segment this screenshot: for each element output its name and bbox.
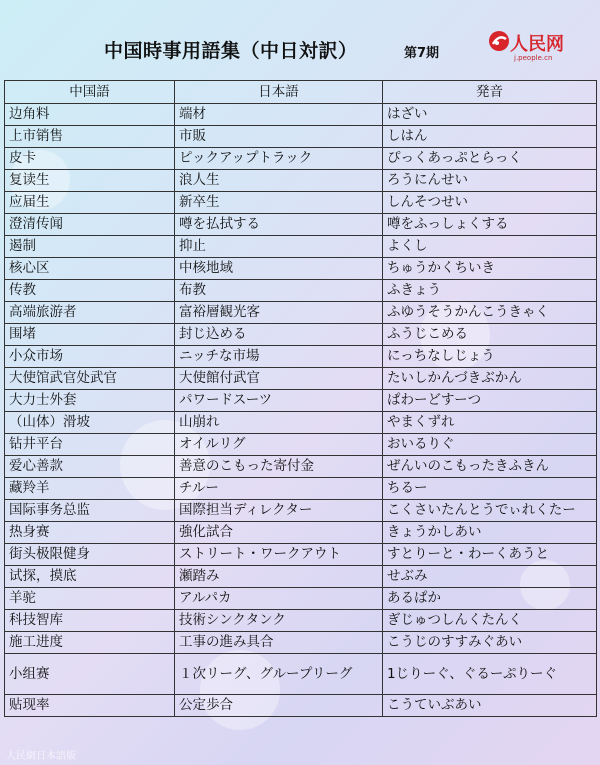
japanese-term: アルパカ — [175, 588, 383, 610]
japanese-term: ニッチな市場 — [175, 346, 383, 368]
column-header-pronunciation: 発音 — [383, 81, 597, 104]
chinese-term: 围堵 — [5, 324, 175, 346]
table-row — [5, 522, 597, 544]
chinese-term: 施工进度 — [5, 632, 175, 654]
pronunciation: あるぱか — [383, 588, 597, 610]
pronunciation: こうじのすすみぐあい — [383, 632, 597, 654]
pronunciation: きょうかしあい — [383, 522, 597, 544]
chinese-term: 钻井平台 — [5, 434, 175, 456]
japanese-term: 善意のこもった寄付金 — [175, 456, 383, 478]
pronunciation: ぱわーどすーつ — [383, 390, 597, 412]
table-row — [5, 588, 597, 610]
pronunciation: やまくずれ — [383, 412, 597, 434]
pronunciation: 1じりーぐ、ぐるーぷりーぐ — [383, 654, 597, 695]
pronunciation: はざい — [383, 104, 597, 126]
people-daily-logo — [488, 28, 588, 68]
japanese-term: 富裕層観光客 — [175, 302, 383, 324]
chinese-term: 复读生 — [5, 170, 175, 192]
pronunciation: こくさいたんとうでぃれくたー — [383, 500, 597, 522]
japanese-term: 噂を払拭する — [175, 214, 383, 236]
table-row — [5, 456, 597, 478]
pronunciation: 噂をふっしょくする — [383, 214, 597, 236]
pronunciation: こうていぶあい — [383, 695, 597, 717]
pronunciation: にっちなしじょう — [383, 346, 597, 368]
japanese-term: チルー — [175, 478, 383, 500]
pronunciation: ぎじゅつしんくたんく — [383, 610, 597, 632]
chinese-term: 爱心善款 — [5, 456, 175, 478]
table-row — [5, 610, 597, 632]
japanese-term: 封じ込める — [175, 324, 383, 346]
chinese-term: 传教 — [5, 280, 175, 302]
japanese-term: 山崩れ — [175, 412, 383, 434]
watermark: 人民網日本語版 — [6, 751, 76, 762]
pronunciation: ちるー — [383, 478, 597, 500]
japanese-term: ピックアップトラック — [175, 148, 383, 170]
table-row — [5, 346, 597, 368]
chinese-term: 皮卡 — [5, 148, 175, 170]
japanese-term: ストリート・ワークアウト — [175, 544, 383, 566]
chinese-term: 热身赛 — [5, 522, 175, 544]
chinese-term: 澄清传闻 — [5, 214, 175, 236]
issue-number: 第7期 — [404, 46, 440, 61]
chinese-term: 小组赛 — [5, 654, 175, 695]
japanese-term: １次リーグ、グループリーグ — [175, 654, 383, 695]
table-row — [5, 412, 597, 434]
chinese-term: 核心区 — [5, 258, 175, 280]
table-row — [5, 544, 597, 566]
page-title: 中国時事用語集（中日対訳） — [104, 40, 358, 62]
pronunciation: ろうにんせい — [383, 170, 597, 192]
japanese-term: パワードスーツ — [175, 390, 383, 412]
chinese-term: 试探，摸底 — [5, 566, 175, 588]
japanese-term: 端材 — [175, 104, 383, 126]
table-row — [5, 368, 597, 390]
table-row — [5, 192, 597, 214]
pronunciation: ふゆうそうかんこうきゃく — [383, 302, 597, 324]
table-row — [5, 214, 597, 236]
table-row — [5, 280, 597, 302]
japanese-term: 中核地域 — [175, 258, 383, 280]
chinese-term: 小众市场 — [5, 346, 175, 368]
logo-url: j.people.cn — [514, 54, 553, 62]
table-row — [5, 236, 597, 258]
column-header-chinese: 中国語 — [5, 81, 175, 104]
chinese-term: 上市销售 — [5, 126, 175, 148]
table-row — [5, 695, 597, 717]
table-row — [5, 500, 597, 522]
pronunciation: ふうじこめる — [383, 324, 597, 346]
pronunciation: しんそつせい — [383, 192, 597, 214]
japanese-term: 公定歩合 — [175, 695, 383, 717]
chinese-term: （山体）滑坡 — [5, 412, 175, 434]
pronunciation: ふきょう — [383, 280, 597, 302]
pronunciation: たいしかんづきぶかん — [383, 368, 597, 390]
table-row — [5, 104, 597, 126]
chinese-term: 大使馆武官处武官 — [5, 368, 175, 390]
table-row — [5, 434, 597, 456]
pronunciation: よくし — [383, 236, 597, 258]
pronunciation: すとりーと・わーくあうと — [383, 544, 597, 566]
pronunciation: ぴっくあっぷとらっく — [383, 148, 597, 170]
japanese-term: 浪人生 — [175, 170, 383, 192]
pronunciation: しはん — [383, 126, 597, 148]
chinese-term: 应届生 — [5, 192, 175, 214]
japanese-term: 国際担当ディレクター — [175, 500, 383, 522]
japanese-term: 市販 — [175, 126, 383, 148]
chinese-term: 大力士外套 — [5, 390, 175, 412]
chinese-term: 藏羚羊 — [5, 478, 175, 500]
table-row — [5, 148, 597, 170]
japanese-term: 技術シンクタンク — [175, 610, 383, 632]
logo-text: 人民网 — [510, 34, 564, 55]
chinese-term: 高端旅游者 — [5, 302, 175, 324]
table-row — [5, 478, 597, 500]
chinese-term: 贴现率 — [5, 695, 175, 717]
table-row — [5, 632, 597, 654]
japanese-term: 大使館付武官 — [175, 368, 383, 390]
chinese-term: 羊驼 — [5, 588, 175, 610]
table-row — [5, 654, 597, 695]
table-header-row — [5, 81, 597, 104]
table-row — [5, 566, 597, 588]
chinese-term: 边角料 — [5, 104, 175, 126]
japanese-term: 瀬踏み — [175, 566, 383, 588]
table-row — [5, 258, 597, 280]
chinese-term: 科技智库 — [5, 610, 175, 632]
japanese-term: 布教 — [175, 280, 383, 302]
column-header-japanese: 日本語 — [175, 81, 383, 104]
table-row — [5, 390, 597, 412]
table-row — [5, 302, 597, 324]
pronunciation: せぶみ — [383, 566, 597, 588]
japanese-term: 新卒生 — [175, 192, 383, 214]
pronunciation: おいるりぐ — [383, 434, 597, 456]
japanese-term: 強化試合 — [175, 522, 383, 544]
japanese-term: オイルリグ — [175, 434, 383, 456]
table-row — [5, 170, 597, 192]
logo-swirl-icon — [488, 30, 510, 52]
chinese-term: 国际事务总监 — [5, 500, 175, 522]
chinese-term: 街头极限健身 — [5, 544, 175, 566]
chinese-term: 遏制 — [5, 236, 175, 258]
table-row — [5, 324, 597, 346]
japanese-term: 工事の進み具合 — [175, 632, 383, 654]
pronunciation: ぜんいのこもったきふきん — [383, 456, 597, 478]
pronunciation: ちゅうかくちいき — [383, 258, 597, 280]
table-row — [5, 126, 597, 148]
vocabulary-table — [4, 80, 597, 717]
header — [0, 0, 600, 78]
japanese-term: 抑止 — [175, 236, 383, 258]
